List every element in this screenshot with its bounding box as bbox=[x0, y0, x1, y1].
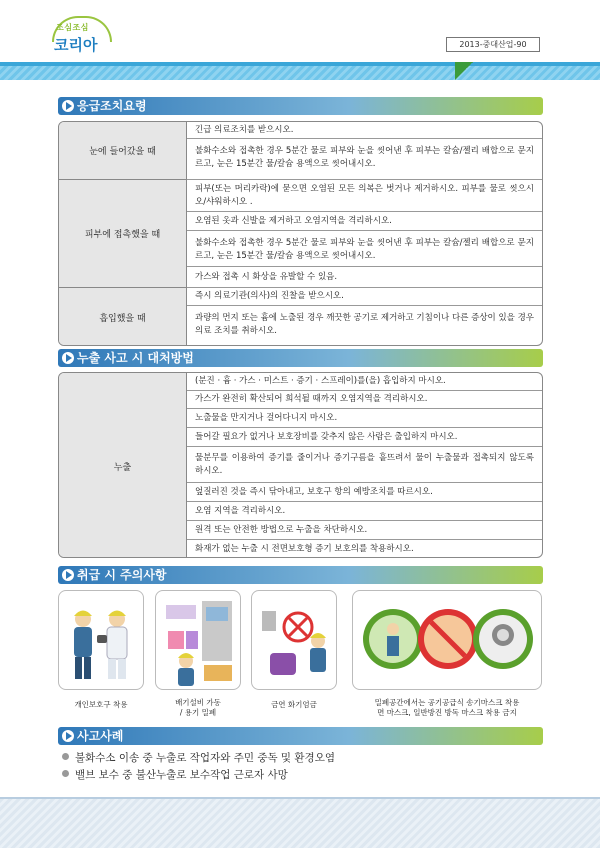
bullet-icon bbox=[62, 753, 69, 760]
header-band-line bbox=[0, 62, 600, 66]
caption: 밀폐공간에서는 공기공급식 송기마스크 착용 면 마스크, 일반방진 방독 마스크 착용 금지 bbox=[374, 698, 520, 717]
ventilation-illustration bbox=[155, 590, 241, 690]
logo-main-text: 코리아 bbox=[54, 36, 98, 54]
table-cell: 화재가 없는 누출 시 전면보호형 증기 보호의를 착용하시오. bbox=[195, 544, 414, 555]
section-emergency bbox=[58, 97, 543, 115]
group-label: 피부에 접촉했을 때 bbox=[59, 180, 187, 288]
arrow-icon bbox=[62, 569, 74, 581]
leak-table bbox=[58, 372, 543, 558]
table-cell: 물분무를 이용하여 증기를 줄이거나 증기구름을 흩뜨려서 물이 누출물과 접촉되지 않도록 하시오. bbox=[187, 447, 542, 483]
table-cell: 불화수소와 접촉한 경우 5분간 물로 피부와 눈을 씻어낸 후 피부는 칼슘/젤리 배합으로 문지르고, 눈은 15분간 물/칼슘 용액으로 씻어내시오. bbox=[187, 139, 542, 180]
table-cell: 불화수소와 접촉한 경우 5분간 물로 피부와 눈을 씻어낸 후 피부는 칼슘/젤리 배합으로 문지르고, 눈은 15분간 물/칼슘 용액으로 씻어내시오. bbox=[187, 231, 542, 267]
caption: 개인보호구 착용 bbox=[74, 700, 128, 709]
arrow-icon bbox=[62, 730, 74, 742]
accident-text: 밸브 보수 중 불산누출로 보수작업 근로자 사망 bbox=[75, 769, 288, 781]
confined-space-illustration bbox=[352, 590, 542, 690]
section-title: 누출 사고 시 대처방법 bbox=[77, 351, 194, 365]
section-accidents bbox=[58, 727, 543, 745]
header-band-tab bbox=[455, 62, 473, 80]
table-cell: (분진 · 흄 · 가스 · 미스트 · 증기 · 스프레이)를(을) 흡입하지 마시오. bbox=[187, 373, 542, 391]
table-cell: 가스와 접촉 시 화상을 유발할 수 있음. bbox=[187, 267, 542, 288]
group-label: 흡입했을 때 bbox=[59, 288, 187, 346]
bullet-icon bbox=[62, 770, 69, 777]
caption: 금연 화기엄금 bbox=[271, 700, 317, 709]
table-cell: 과량의 먼지 또는 흄에 노출된 경우 깨끗한 공기로 제거하고 기침이나 다른 증상이 있을 경우 의료 조치를 취하시오. bbox=[195, 313, 534, 336]
table-cell: 가스가 완전히 확산되어 희석될 때까지 오염지역을 격리하시오. bbox=[187, 391, 542, 409]
list-item bbox=[62, 750, 335, 765]
section-title: 사고사례 bbox=[77, 729, 124, 743]
accident-text: 불화수소 이송 중 누출로 작업자와 주민 중독 및 환경오염 bbox=[75, 752, 335, 764]
table-cell: 긴급 의료조치를 받으시오. bbox=[187, 122, 542, 139]
table-cell: 들어갈 필요가 없거나 보호장비를 갖추지 않은 사람은 출입하지 마시오. bbox=[187, 428, 542, 447]
logo bbox=[52, 22, 112, 58]
table-cell: 원격 또는 안전한 방법으로 누출을 차단하시오. bbox=[187, 521, 542, 540]
table-cell: 오염 지역을 격리하시오. bbox=[187, 502, 542, 521]
footer-band bbox=[0, 797, 600, 848]
no-fire-illustration bbox=[251, 590, 337, 690]
arrow-icon bbox=[62, 100, 74, 112]
section-leak bbox=[58, 349, 543, 367]
table-cell: 노출물을 만지거나 걸어다니지 마시오. bbox=[187, 409, 542, 428]
section-title: 응급조치요령 bbox=[77, 99, 147, 113]
table-cell: 오염된 옷과 신발을 제거하고 오염지역을 격리하시오. bbox=[187, 212, 542, 231]
table-cell: 엎질러진 것을 즉시 닦아내고, 보호구 항의 예방조치를 따르시오. bbox=[187, 483, 542, 502]
group-label: 누출 bbox=[59, 373, 187, 558]
caption: 배기설비 가동 / 용기 밀폐 bbox=[175, 698, 221, 717]
emergency-table bbox=[58, 121, 543, 346]
table-cell: 피부(또는 머리카락)에 묻으면 오염된 모든 의복은 벗거나 제거하시오. 피부를 물로 씻으시오/샤워하시오 . bbox=[187, 180, 542, 212]
group-label: 눈에 들어갔을 때 bbox=[59, 122, 187, 180]
doc-code: 2013-중대산업-90 bbox=[446, 37, 540, 52]
list-item bbox=[62, 767, 288, 782]
table-cell: 즉시 의료기관(의사)의 진찰을 받으시오. bbox=[187, 288, 542, 306]
section-title: 취급 시 주의사항 bbox=[77, 568, 167, 582]
ppe-illustration bbox=[58, 590, 144, 690]
arrow-icon bbox=[62, 352, 74, 364]
logo-top-text: 조심조심 bbox=[56, 23, 89, 32]
section-handling bbox=[58, 566, 543, 584]
